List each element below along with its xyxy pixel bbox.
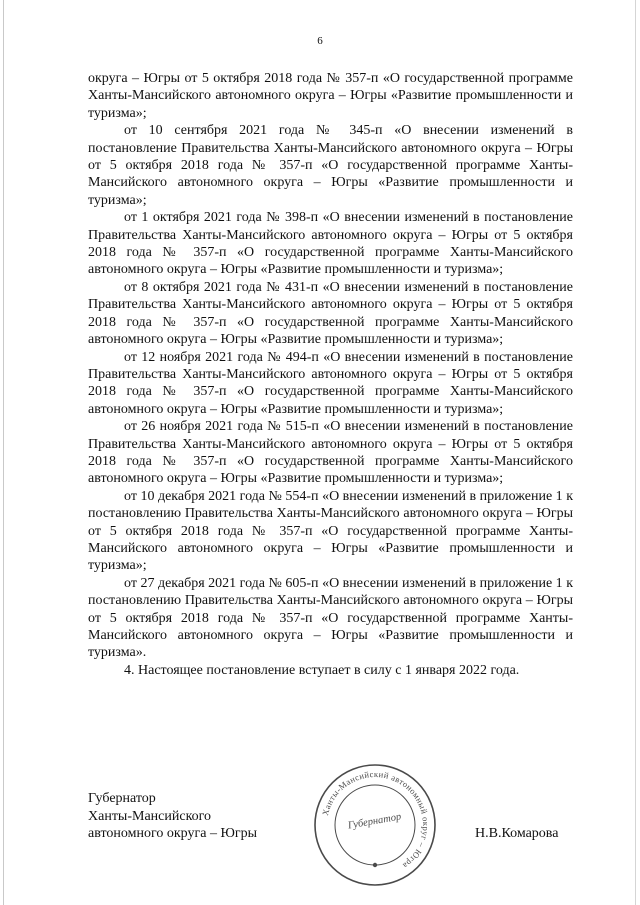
signature-title-line-1: Губернатор bbox=[88, 791, 156, 806]
paragraph-amendment-431: от 8 октября 2021 года № 431-п «О внесении изменений в постановление Правительства Ханты-Мансийского автономного округа – Югры от 5 октября 2018 года № 357-п «О государственной программе Ханты-Мансийского автономного округа – Югры «Развитие промышленности и туризма»; bbox=[88, 279, 573, 348]
official-seal bbox=[312, 762, 438, 888]
paragraph-amendment-398: от 1 октября 2021 года № 398-п «О внесении изменений в постановление Правительства Ханты-Мансийского автономного округа – Югры от 5 октября 2018 года № 357-п «О государственной программе Ханты-Мансийского автономного округа – Югры «Развитие промышленности и туризма»; bbox=[88, 210, 573, 278]
seal-emblem-dot bbox=[373, 863, 377, 867]
seal-center-text: Губернатор bbox=[347, 811, 403, 832]
signature-title-line-3: автономного округа – Югры bbox=[88, 826, 257, 842]
paragraph-amendment-605: от 27 декабря 2021 года № 605-п «О внесении изменений в приложение 1 к постановлению Правительства Ханты-Мансийского автономного округа – Югры от 5 октября 2018 года № 357-п «О государственной программе Ханты-Мансийского автономного округа – Югры «Развитие промышленности и туризма». bbox=[88, 575, 573, 661]
signature-title-line-2: Ханты-Мансийского bbox=[88, 808, 212, 824]
page-edge-right bbox=[635, 0, 636, 905]
paragraph-amendment-494: от 12 ноября 2021 года № 494-п «О внесении изменений в постановление Правительства Ханты-Мансийского автономного округа – Югры от 5 октября 2018 года № 357-п «О государственной программе Ханты-Мансийского автономного округа – Югры «Развитие промышленности и туризма»; bbox=[88, 349, 573, 417]
paragraph-effective-date: 4. Настоящее постановление вступает в силу с 1 января 2022 года. bbox=[124, 662, 520, 678]
seal-ring-text: Ханты-Мансийский автономный округ – Югра bbox=[319, 768, 432, 872]
paragraph-amendment-345: от 10 сентября 2021 года № 345-п «О внесении изменений в постановление Правительства Ханты-Мансийского автономного округа – Югры от 5 октября 2018 года № 357-п «О государственной программе Ханты-Мансийского автономного округа – Югры «Развитие промышленности и туризма»; bbox=[88, 123, 573, 208]
signature-block bbox=[88, 790, 257, 843]
page-edge-left bbox=[3, 0, 4, 905]
signatory-name: Н.В.Комарова bbox=[475, 826, 559, 841]
paragraph-amendment-515: от 26 ноября 2021 года № 515-п «О внесении изменений в постановление Правительства Ханты-Мансийского автономного округа – Югры от 5 октября 2018 года № 357-п «О государственной программе Ханты-Мансийского автономного округа – Югры «Развитие промышленности и туризма»; bbox=[88, 419, 573, 487]
paragraph-amendment-554: от 10 декабря 2021 года № 554-п «О внесении изменений в приложение 1 к постановлению Правительства Ханты-Мансийского автономного округа – Югры от 5 октября 2018 года № 357-п «О государственной программе Ханты-Мансийского автономного округа – Югры «Развитие промышленности и туризма»; bbox=[88, 488, 573, 574]
document-body bbox=[88, 70, 573, 679]
paragraph-continuation: округа – Югры от 5 октября 2018 года № 357-п «О государственной программе Ханты-Мансийского автономного округа – Югры «Развитие промышленности и туризма»; bbox=[88, 71, 573, 121]
page-number: 6 bbox=[317, 35, 323, 47]
